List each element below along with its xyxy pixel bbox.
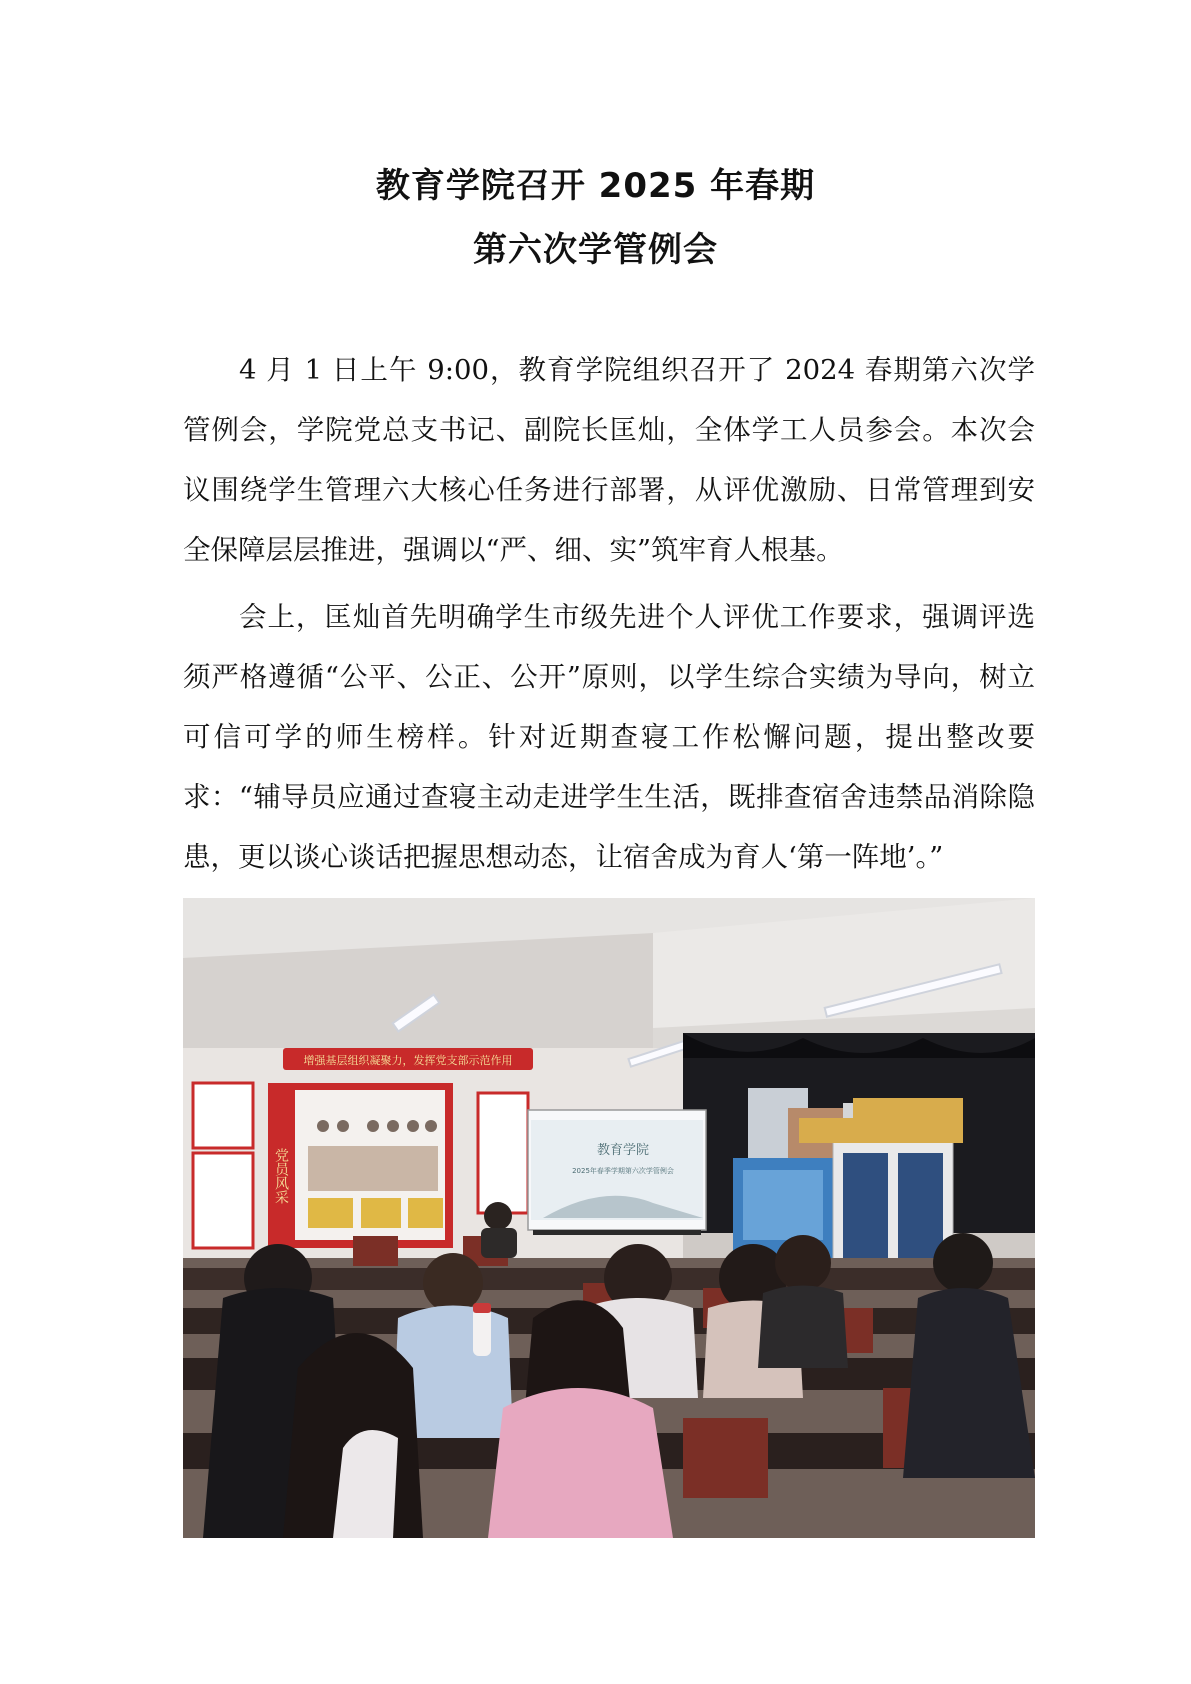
document-title-line1: 教育学院召开 2025 年春期 — [375, 166, 816, 206]
board-label: 党员风采 — [273, 1148, 289, 1204]
document-title-line2: 第六次学管例会 — [473, 230, 718, 270]
screen-subtitle: 2025年春季学期第六次学管例会 — [572, 1167, 674, 1175]
meeting-photo — [183, 898, 1035, 1538]
projector-screen — [528, 1110, 706, 1235]
paragraph-2: 会上，匡灿首先明确学生市级先进个人评优工作要求，强调评选须严格遵循“公平、公正、公开”原则，以学生综合实绩为导向，树立可信可学的师生榜样。针对近期查寝工作松懈问题，提出整改要求：“辅导员应通过查寝主动走进学生生活，既排查宿舍违禁品消除隐患，更以谈心谈话把握思想动态，让宿舍成为育人‘第一阵地’。” — [183, 601, 1035, 873]
screen-title: 教育学院 — [596, 1143, 650, 1158]
paragraph-1: 4 月 1 日上午 9:00，教育学院组织召开了 2024 春期第六次学管例会，学院党总支书记、副院长匡灿，全体学工人员参会。本次会议围绕学生管理六大核心任务进行部署，从评优激励、日常管理到安全保障层层推进，强调以“严、细、实”筑牢育人根基。 — [183, 354, 1035, 566]
banner-text: 增强基层组织凝聚力，发挥党支部示范作用 — [303, 1054, 513, 1067]
